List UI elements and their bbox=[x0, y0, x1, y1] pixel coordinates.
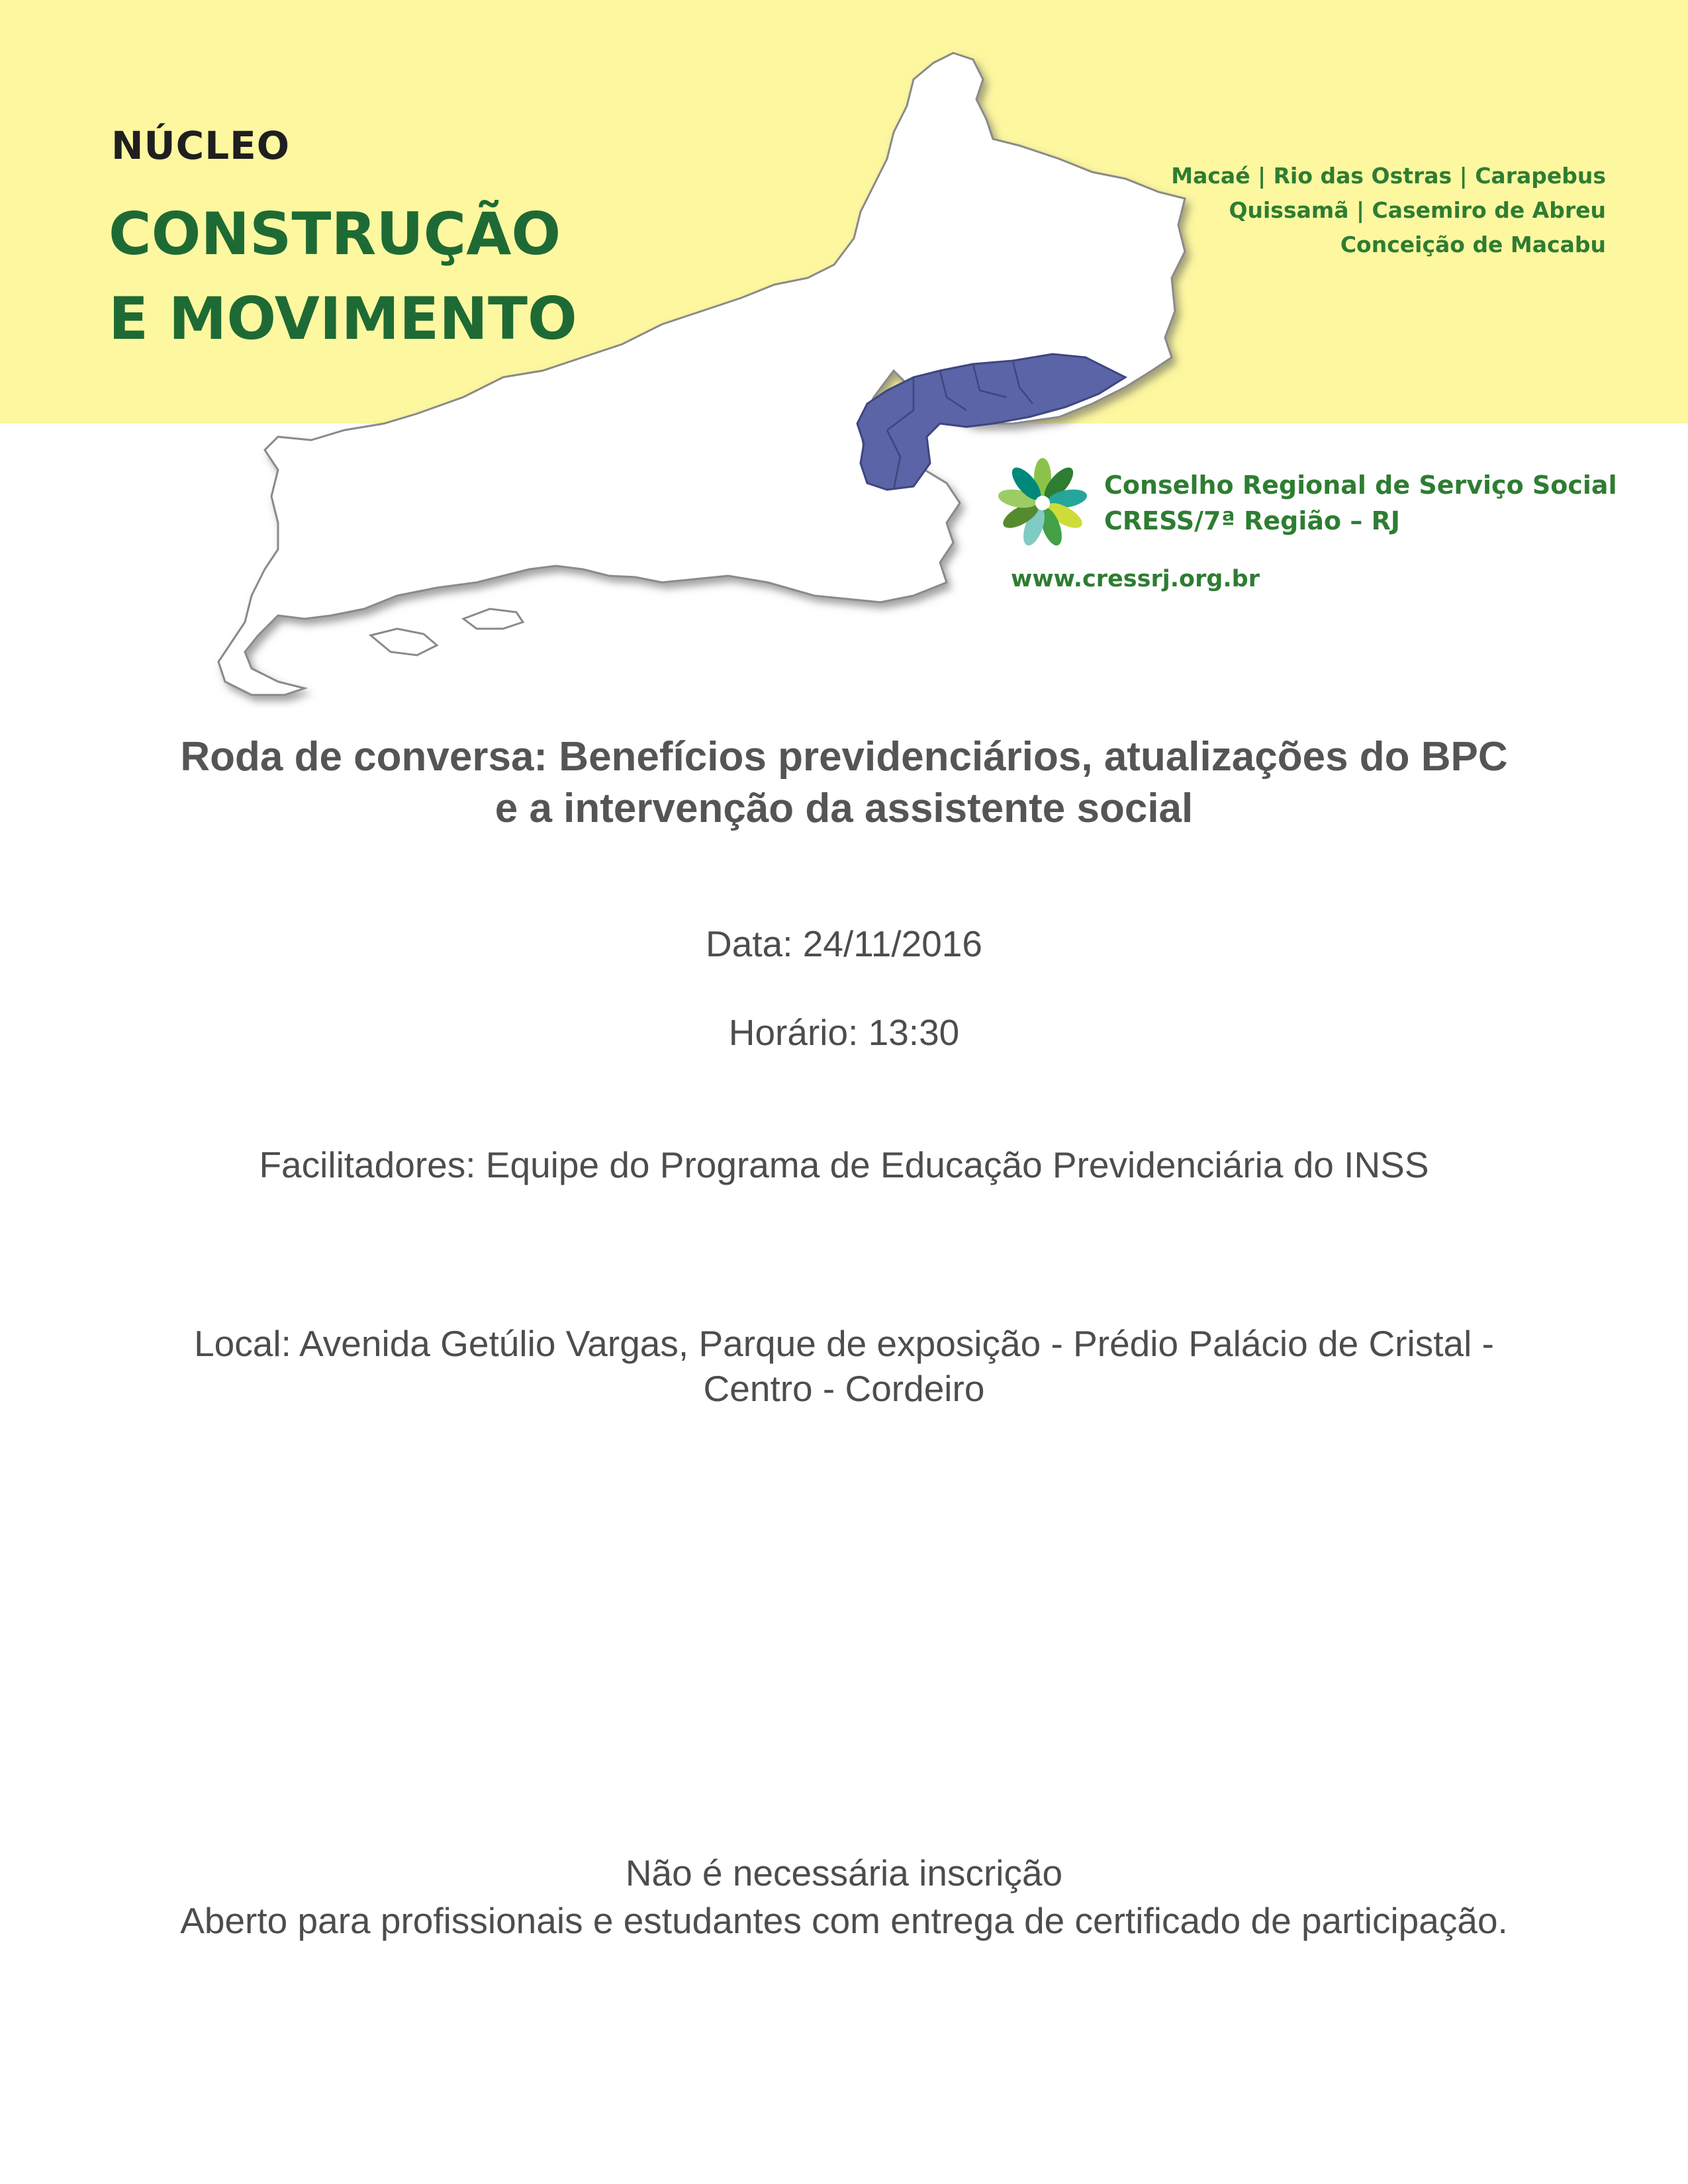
cities-line1: Macaé | Rio das Ostras | Carapebus bbox=[1171, 163, 1606, 189]
cress-name-line1: Conselho Regional de Serviço Social bbox=[1104, 471, 1617, 500]
nucleo-title-line1: CONSTRUÇÃO bbox=[109, 200, 561, 268]
cress-name-line2: CRESS/7ª Região – RJ bbox=[1104, 506, 1400, 535]
event-title-line2: e a intervenção da assistente social bbox=[494, 786, 1194, 831]
header-banner bbox=[0, 0, 1688, 708]
cities-list bbox=[1171, 159, 1606, 262]
event-title-line1: Roda de conversa: Benefícios previdenciários, atualizações do BPC bbox=[180, 734, 1508, 780]
event-notes bbox=[66, 1849, 1622, 1944]
audience-note: Aberto para profissionais e estudantes com entrega de certificado de participação. bbox=[180, 1900, 1508, 1941]
event-title bbox=[66, 731, 1622, 835]
cress-name bbox=[1104, 467, 1617, 539]
nucleo-title-line2: E MOVIMENTO bbox=[109, 285, 577, 353]
event-time: Horário: 13:30 bbox=[728, 1012, 960, 1053]
coast-islands bbox=[371, 609, 523, 655]
nucleo-label: NÚCLEO bbox=[111, 123, 291, 168]
event-location-line2: Centro - Cordeiro bbox=[703, 1368, 985, 1409]
registration-note: Não é necessária inscrição bbox=[625, 1852, 1063, 1893]
cress-logo-icon bbox=[996, 457, 1089, 549]
cities-line3: Conceição de Macabu bbox=[1340, 232, 1606, 257]
cress-website: www.cressrj.org.br bbox=[1011, 566, 1260, 592]
event-location-line1: Local: Avenida Getúlio Vargas, Parque de exposição - Prédio Palácio de Cristal - bbox=[194, 1323, 1494, 1364]
event-facilitators: Facilitadores: Equipe do Programa de Educação Previdenciária do INSS bbox=[259, 1144, 1429, 1185]
event-date: Data: 24/11/2016 bbox=[706, 923, 982, 964]
event-location bbox=[99, 1321, 1589, 1411]
cities-line2: Quissamã | Casemiro de Abreu bbox=[1229, 197, 1606, 223]
nucleo-title bbox=[109, 192, 577, 361]
